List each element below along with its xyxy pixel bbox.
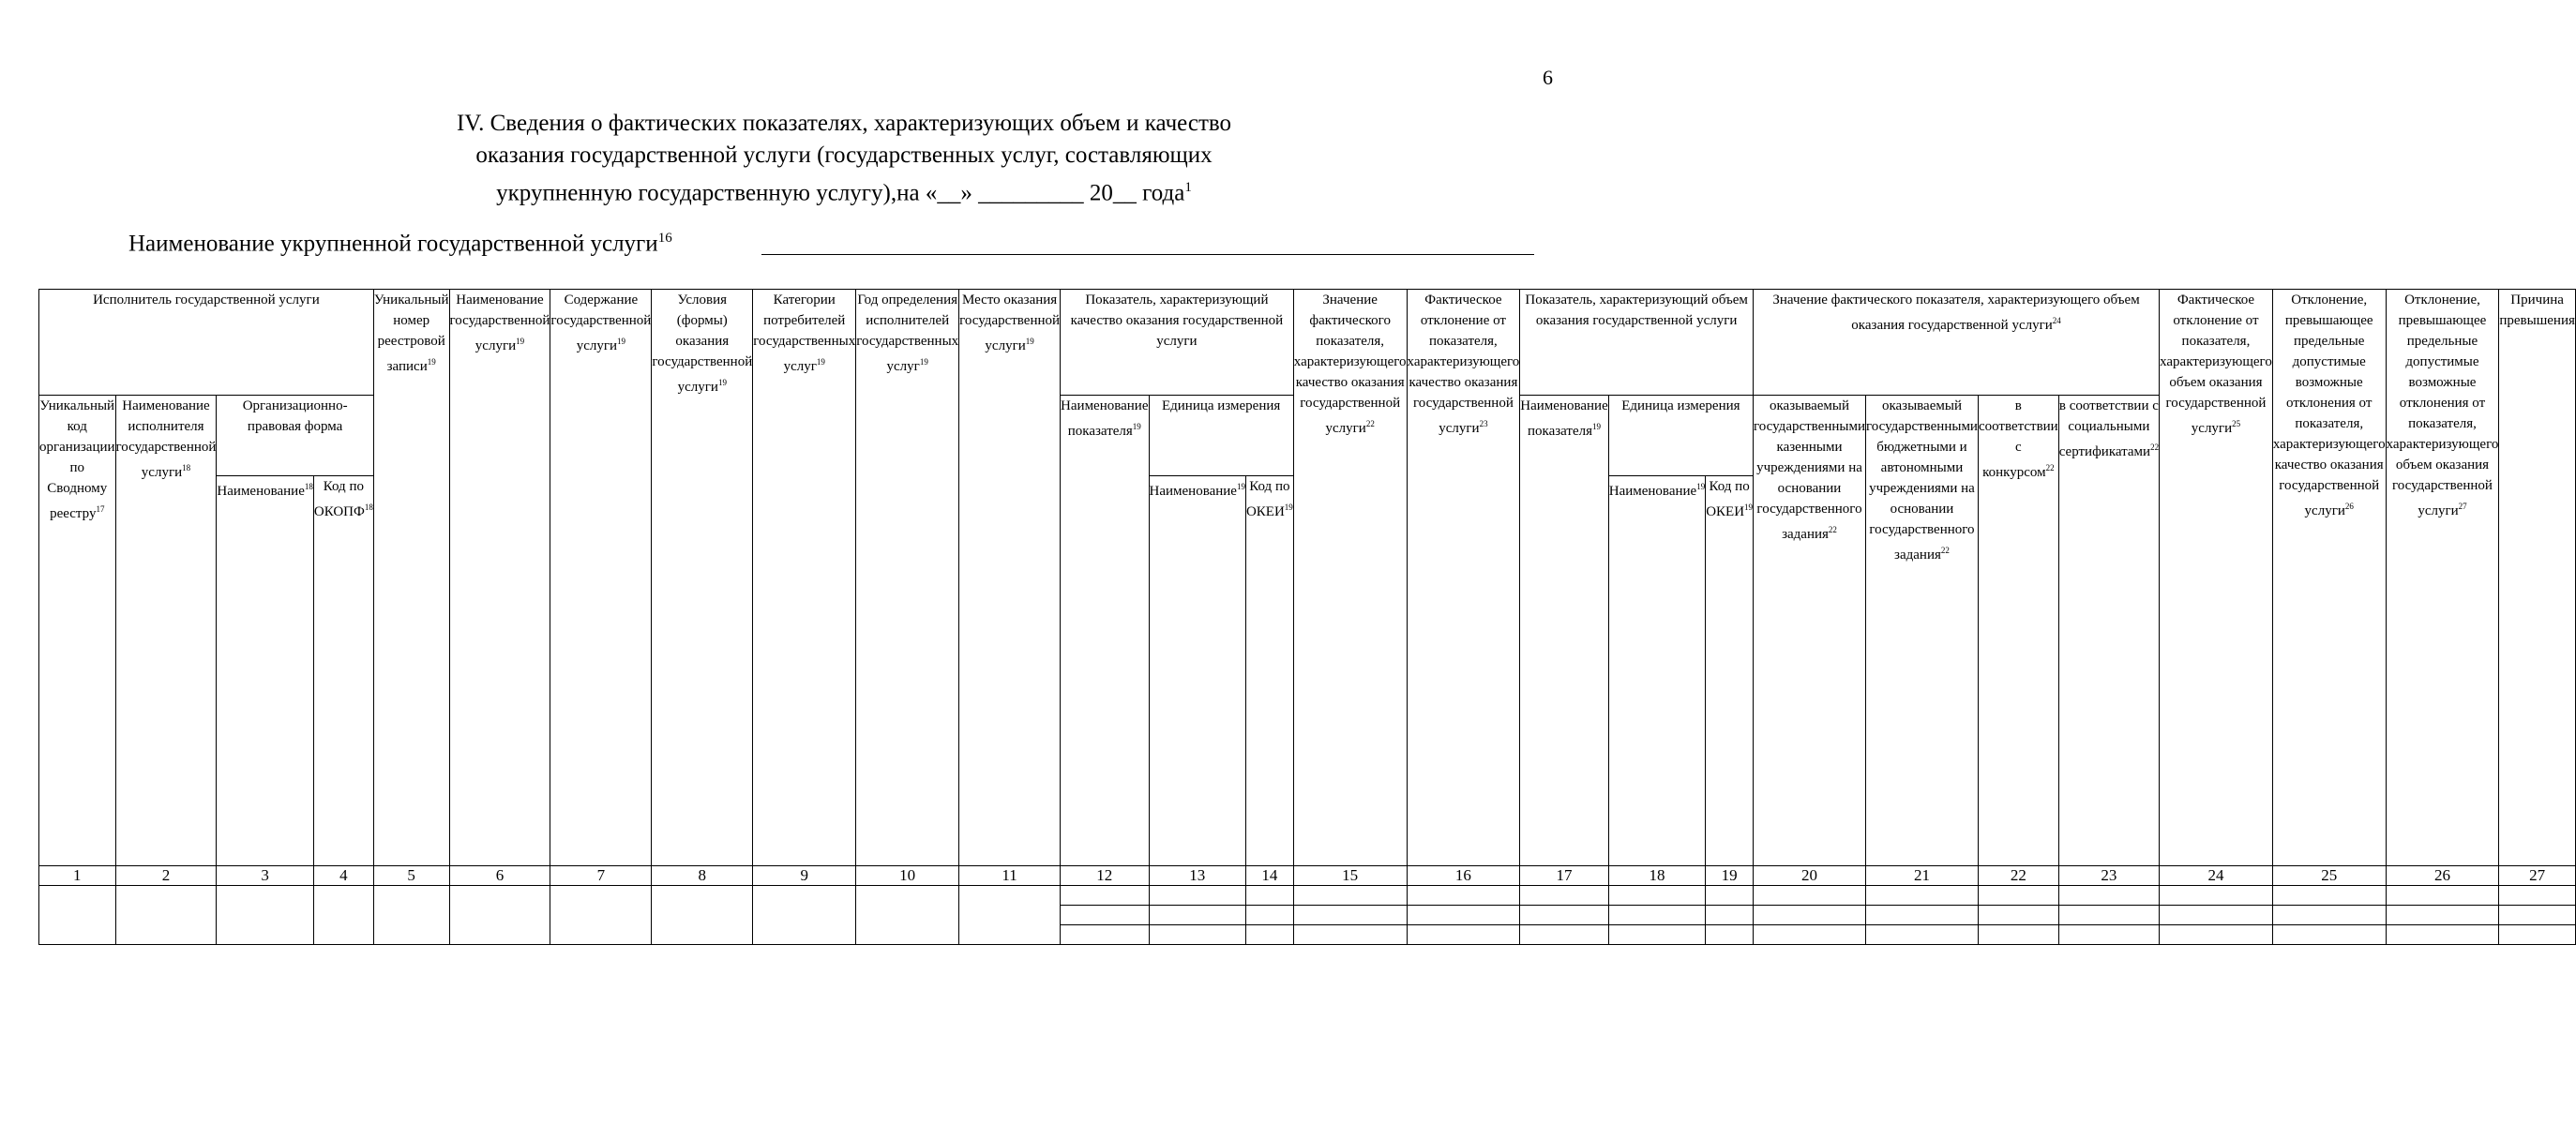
data-cell[interactable]: [652, 886, 753, 945]
header-executor-year: Год определения исполнителей государственных услуг$^{19}$: [856, 290, 959, 866]
header-service-content: Содержание государственной услуги$^{19}$: [550, 290, 652, 866]
data-cell[interactable]: [313, 886, 373, 945]
header-volume-state-assignment-budget: оказываемый государственными бюджетными и автономными учреждениями на основании государственного задания$^{22}$: [1865, 396, 1978, 866]
column-number: 17: [1520, 866, 1608, 886]
data-cell[interactable]: [1061, 886, 1149, 906]
header-service-conditions: Условия (формы) оказания государственной услуги$^{19}$: [652, 290, 753, 866]
page-number: 6: [1543, 66, 1553, 89]
data-cell[interactable]: [1520, 886, 1608, 906]
data-cell[interactable]: [2386, 925, 2499, 945]
column-number: 4: [313, 866, 373, 886]
header-okopf-code: Код по ОКОПФ$^{18}$: [313, 476, 373, 866]
header-volume-unit-name: Наименование$^{19}$: [1608, 476, 1705, 866]
data-cell[interactable]: [2160, 906, 2273, 925]
column-number: 14: [1245, 866, 1293, 886]
data-cell[interactable]: [1978, 886, 2058, 906]
header-quality-okei-code: Код по ОКЕИ$^{19}$: [1245, 476, 1293, 866]
title-footnote-ref: 1: [1184, 180, 1192, 195]
column-number: 5: [373, 866, 449, 886]
column-number: 25: [2272, 866, 2386, 886]
header-service-place: Место оказания государственной услуги$^{19}$: [959, 290, 1061, 866]
data-cell[interactable]: [1754, 906, 1866, 925]
header-volume-state-assignment-kazennye: оказываемый государственными казенными учреждениями на основании государственного задания$^{22}$: [1754, 396, 1866, 866]
data-cell[interactable]: [1293, 906, 1407, 925]
data-cell[interactable]: [449, 886, 550, 945]
title-line-1: IV. Сведения о фактических показателях, характеризующих объем и качество: [456, 111, 1232, 136]
header-volume-social-certificates: в соответствии с социальными сертификатами$^{22}$: [2058, 396, 2159, 866]
header-registry-number: Уникальный номер реестровой записи$^{19}$: [373, 290, 449, 866]
data-cell[interactable]: [550, 886, 652, 945]
data-cell[interactable]: [1407, 886, 1520, 906]
column-number: 22: [1978, 866, 2058, 886]
header-actual-volume-group: Значение фактического показателя, характеризующего объем оказания государственной услуги$^{24}$: [1754, 290, 2160, 396]
column-numbers-row: [39, 866, 2576, 886]
data-cell[interactable]: [2058, 925, 2159, 945]
header-volume-okei-code: Код по ОКЕИ$^{19}$: [1706, 476, 1754, 866]
data-cell[interactable]: [1706, 906, 1754, 925]
data-cell[interactable]: [1865, 906, 1978, 925]
column-number: 1: [39, 866, 116, 886]
data-cell[interactable]: [1061, 925, 1149, 945]
data-cell[interactable]: [1245, 925, 1293, 945]
column-number: 19: [1706, 866, 1754, 886]
report-table: [38, 289, 2576, 945]
data-cell[interactable]: [2499, 886, 2576, 906]
data-cell[interactable]: [1608, 886, 1705, 906]
data-cell[interactable]: [1865, 886, 1978, 906]
header-quality-actual-value: Значение фактического показателя, характеризующего качество оказания государственной услуги$^{22}$: [1293, 290, 1407, 866]
data-cell[interactable]: [1706, 925, 1754, 945]
column-number: 6: [449, 866, 550, 886]
header-org-form-name: Наименование$^{18}$: [217, 476, 313, 866]
service-name-label: [128, 231, 672, 257]
header-volume-indicator-group: Показатель, характеризующий объем оказания государственной услуги: [1520, 290, 1754, 396]
header-quality-excess-deviation: Отклонение, превышающее предельные допустимые возможные отклонения от показателя, характеризующего качество оказания государственной услуги$^{26}$: [2272, 290, 2386, 866]
data-cell[interactable]: [1865, 925, 1978, 945]
column-number: 24: [2160, 866, 2273, 886]
document-title: [188, 108, 1500, 209]
data-cell[interactable]: [856, 886, 959, 945]
data-cell[interactable]: [373, 886, 449, 945]
service-name-fill-line: [761, 254, 1534, 255]
column-number: 8: [652, 866, 753, 886]
data-cell[interactable]: [1520, 925, 1608, 945]
column-number: 15: [1293, 866, 1407, 886]
data-cell[interactable]: [1061, 906, 1149, 925]
data-cell[interactable]: [1407, 906, 1520, 925]
data-cell[interactable]: [1978, 925, 2058, 945]
title-line-2: оказания государственной услуги (государственных услуг, составляющих: [475, 142, 1213, 168]
title-line-3-text: укрупненную государственную услугу),на «__» _________ 20__ года: [496, 180, 1185, 206]
header-org-legal-form: Организационно-правовая форма: [217, 396, 373, 476]
data-cell[interactable]: [1245, 886, 1293, 906]
data-cell[interactable]: [2058, 886, 2159, 906]
header-service-name: Наименование государственной услуги$^{19}$: [449, 290, 550, 866]
column-number: 7: [550, 866, 652, 886]
column-number: 10: [856, 866, 959, 886]
data-cell[interactable]: [2160, 925, 2273, 945]
column-number: 3: [217, 866, 313, 886]
data-cell[interactable]: [39, 886, 116, 945]
data-cell[interactable]: [1245, 906, 1293, 925]
header-excess-reason: Причина превышения: [2499, 290, 2576, 866]
data-cell[interactable]: [2272, 906, 2386, 925]
data-cell[interactable]: [2272, 886, 2386, 906]
column-number: 23: [2058, 866, 2159, 886]
data-cell[interactable]: [1978, 906, 2058, 925]
service-name-footnote-ref: 16: [657, 231, 672, 246]
data-cell[interactable]: [1149, 906, 1245, 925]
header-volume-indicator-name: Наименование показателя$^{19}$: [1520, 396, 1608, 866]
data-cell[interactable]: [1608, 906, 1705, 925]
data-cell[interactable]: [2058, 906, 2159, 925]
data-cell[interactable]: [2499, 925, 2576, 945]
data-cell[interactable]: [2160, 886, 2273, 906]
data-cell[interactable]: [1520, 906, 1608, 925]
data-cell[interactable]: [959, 886, 1061, 945]
data-cell[interactable]: [1407, 925, 1520, 945]
column-number: 13: [1149, 866, 1245, 886]
header-quality-actual-deviation: Фактическое отклонение от показателя, характеризующего качество оказания государственной услуги$^{23}$: [1407, 290, 1520, 866]
column-number: 16: [1407, 866, 1520, 886]
title-line-3: [188, 172, 1500, 209]
data-cell[interactable]: [2386, 886, 2499, 906]
header-volume-competition: в соответствии с конкурсом$^{22}$: [1978, 396, 2058, 866]
data-cell[interactable]: [2272, 925, 2386, 945]
column-number: 9: [753, 866, 856, 886]
data-row: [39, 886, 2576, 906]
header-volume-actual-deviation: Фактическое отклонение от показателя, характеризующего объем оказания государственной услуги$^{25}$: [2160, 290, 2273, 866]
header-executor-name: Наименование исполнителя государственной услуги$^{18}$: [115, 396, 217, 866]
data-cell[interactable]: [1754, 886, 1866, 906]
data-cell[interactable]: [1754, 925, 1866, 945]
data-cell[interactable]: [1293, 925, 1407, 945]
header-quality-indicator-group: Показатель, характеризующий качество оказания государственной услуги: [1061, 290, 1294, 396]
header-quality-unit-name: Наименование$^{19}$: [1149, 476, 1245, 866]
data-cell[interactable]: [217, 886, 313, 945]
column-number: 20: [1754, 866, 1866, 886]
column-number: 21: [1865, 866, 1978, 886]
header-quality-unit: Единица измерения: [1149, 396, 1293, 476]
data-cell[interactable]: [753, 886, 856, 945]
data-cell[interactable]: [1149, 925, 1245, 945]
data-cell[interactable]: [1293, 886, 1407, 906]
column-number: 12: [1061, 866, 1149, 886]
data-cell[interactable]: [1706, 886, 1754, 906]
data-cell[interactable]: [1608, 925, 1705, 945]
column-number: 11: [959, 866, 1061, 886]
column-number: 26: [2386, 866, 2499, 886]
data-cell[interactable]: [2499, 906, 2576, 925]
column-number: 2: [115, 866, 217, 886]
header-consumer-categories: Категории потребителей государственных услуг$^{19}$: [753, 290, 856, 866]
column-number: 27: [2499, 866, 2576, 886]
data-cell[interactable]: [115, 886, 217, 945]
header-volume-unit: Единица измерения: [1608, 396, 1753, 476]
data-cell[interactable]: [1149, 886, 1245, 906]
header-quality-indicator-name: Наименование показателя$^{19}$: [1061, 396, 1149, 866]
data-cell[interactable]: [2386, 906, 2499, 925]
service-name-text: Наименование укрупненной государственной услуги: [128, 231, 658, 257]
column-number: 18: [1608, 866, 1705, 886]
header-executor-group: Исполнитель государственной услуги: [39, 290, 374, 396]
header-org-code: Уникальный код организации по Сводному реестру$^{17}$: [39, 396, 116, 866]
header-volume-excess-deviation: Отклонение, превышающее предельные допустимые возможные отклонения от показателя, характеризующего объем оказания государственной услуги$^{27}$: [2386, 290, 2499, 866]
